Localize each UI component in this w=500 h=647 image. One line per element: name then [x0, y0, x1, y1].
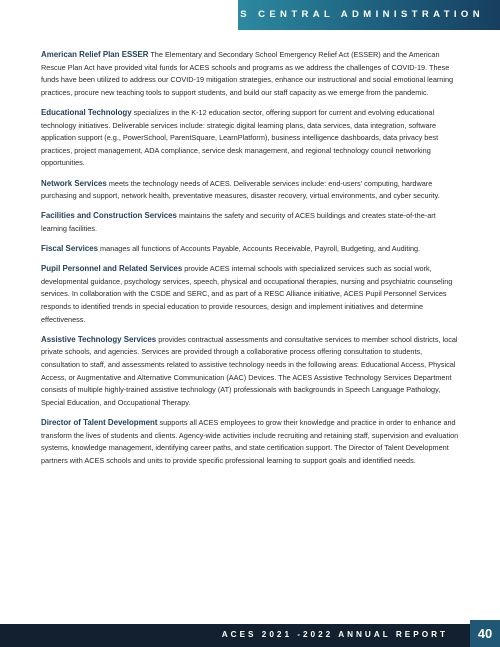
section-facilities-construction [41, 210, 459, 235]
section-heading: Assistive Technology Services [41, 334, 157, 344]
section-body: specializes in the K-12 education sector, offering support for current and evolving educational technology initiatives. Deliverable services include: strategic digital learning plans, data services, data integration, software application support (e.g., PowerSchool, ParentSquare, LearnPlatform), business intelligence dashboards, data privacy best practices, project management, ADA compliance, service desk management, and regional technology council networking opportunities. [41, 107, 439, 168]
section-body: provides contractual assessments and consultative services to member school districts, local private schools, and agencies. Services are provided through a collaborative process offering consultation to students, consultation to staff, and assessments related to assistive technology needs in the following areas: Educational Access, Physical Access, or Augmentative and Alternative Communication (AAC) Devices. The ACES Assistive Technology Services Department consists of multiple highly-trained assistive technology (AT) professionals with backgrounds in Speech Language Pathology, Special Education, and Occupational Therapy. [41, 334, 458, 407]
section-body: meets the technology needs of ACES. Deliverable services include: end-users' computing, hardware purchasing and support, network health, preventative measures, disaster recovery, virtual environments, and cyber security. [41, 178, 440, 201]
section-american-relief-plan [41, 49, 459, 99]
section-pupil-personnel [41, 263, 459, 326]
main-content [41, 49, 459, 475]
page-number: 40 [470, 620, 500, 647]
header-banner [207, 0, 500, 30]
footer-bar [0, 624, 500, 647]
section-network-services [41, 178, 459, 203]
footer-report-title: ACES 2021 -2022 ANNUAL REPORT [221, 630, 448, 639]
section-assistive-technology [41, 334, 459, 410]
section-body: manages all functions of Accounts Payable, Accounts Receivable, Payroll, Budgeting, and Auditing. [98, 244, 421, 254]
section-heading: Director of Talent Development [41, 418, 158, 427]
section-educational-technology [41, 107, 459, 170]
section-fiscal-services [41, 243, 459, 256]
section-body: provide ACES internal schools with specialized services such as social work, developmental guidance, psychology services, speech, physical and occupational therapies, nursing and psychiatric counseling services. In collaboration with the CSDE and SERC, and as part of a RESC Alliance initiative, ACES Pupil Personnel Services responds to identified trends in special education to provide resources, design and implement initiatives and determine effectiveness. [41, 264, 453, 324]
section-heading: Pupil Personnel and Related Services [41, 264, 183, 274]
section-heading: American Relief Plan ESSER [41, 50, 149, 59]
section-body: maintains the safety and security of ACES buildings and creates state-of-the-art learning facilities. [41, 211, 436, 233]
section-heading: Facilities and Construction Services [41, 211, 177, 221]
section-body: The Elementary and Secondary School Emergency Relief Act (ESSER) and the American Rescue Plan Act have provided vital funds for ACES schools and programs as we address the challenges of COVID-19. These funds have been utilized to address our COVID-19 mitigation strategies, enhance our instructional and social emotional learning practices, procure new teaching tools to support students, and build our staff capacity as we emerge from the pandemic. [41, 50, 454, 97]
section-talent-development [41, 417, 459, 467]
section-heading: Network Services [41, 178, 107, 188]
header-banner-title: ACES CENTRAL ADMINISTRATION [207, 9, 484, 20]
section-heading: Fiscal Services [41, 244, 99, 254]
section-body: supports all ACES employees to grow their knowledge and practice in order to enhance and transform the lives of students and clients. Agency-wide activities include recruiting and retaining staff, supervision and evaluation systems, knowledge management, identifying career paths, and state certification support. The Director of Talent Development partners with ACES schools and units to provide specific professional learning to support goals and identified needs. [41, 418, 459, 465]
section-heading: Educational Technology [41, 107, 132, 117]
